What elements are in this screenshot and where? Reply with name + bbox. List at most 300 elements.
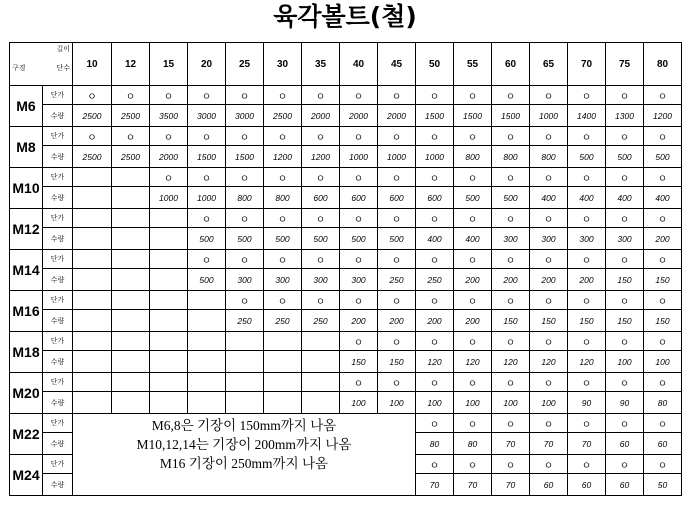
price-row bbox=[10, 414, 682, 433]
length-header: 80 bbox=[644, 43, 682, 86]
size-label: M20 bbox=[10, 373, 43, 414]
price-label: 단가 bbox=[43, 455, 73, 474]
price-mark: ㅇ bbox=[302, 291, 340, 310]
price-mark: ㅇ bbox=[606, 414, 644, 433]
price-mark: ㅇ bbox=[416, 86, 454, 105]
qty-cell: 1000 bbox=[150, 187, 188, 209]
size-label: M10 bbox=[10, 168, 43, 209]
qty-cell: 80 bbox=[644, 392, 682, 414]
price-mark: ㅇ bbox=[530, 332, 568, 351]
bolt-stock-table bbox=[9, 42, 682, 496]
qty-cell: 250 bbox=[226, 310, 264, 332]
price-mark: ㅇ bbox=[188, 250, 226, 269]
qty-cell: 500 bbox=[340, 228, 378, 250]
empty-cell bbox=[188, 373, 226, 392]
empty-cell bbox=[73, 392, 112, 414]
price-label: 단가 bbox=[43, 291, 73, 310]
qty-row bbox=[10, 146, 682, 168]
qty-cell: 600 bbox=[302, 187, 340, 209]
qty-cell: 1500 bbox=[226, 146, 264, 168]
qty-cell: 300 bbox=[264, 269, 302, 291]
price-label: 단가 bbox=[43, 250, 73, 269]
qty-cell: 150 bbox=[530, 310, 568, 332]
length-header: 50 bbox=[416, 43, 454, 86]
empty-cell bbox=[150, 373, 188, 392]
price-mark: ㅇ bbox=[302, 86, 340, 105]
price-mark: ㅇ bbox=[644, 455, 682, 474]
empty-cell bbox=[112, 250, 150, 269]
length-header: 15 bbox=[150, 43, 188, 86]
empty-cell bbox=[112, 291, 150, 310]
qty-cell: 400 bbox=[530, 187, 568, 209]
price-mark: ㅇ bbox=[492, 209, 530, 228]
qty-cell: 2000 bbox=[340, 105, 378, 127]
qty-cell: 400 bbox=[644, 187, 682, 209]
empty-cell bbox=[188, 310, 226, 332]
price-mark: ㅇ bbox=[226, 86, 264, 105]
qty-cell: 100 bbox=[378, 392, 416, 414]
price-mark: ㅇ bbox=[454, 414, 492, 433]
price-mark: ㅇ bbox=[340, 168, 378, 187]
price-mark: ㅇ bbox=[454, 209, 492, 228]
price-mark: ㅇ bbox=[112, 86, 150, 105]
price-row bbox=[10, 332, 682, 351]
qty-cell: 150 bbox=[606, 310, 644, 332]
price-mark: ㅇ bbox=[340, 373, 378, 392]
empty-cell bbox=[264, 392, 302, 414]
empty-cell bbox=[112, 187, 150, 209]
qty-cell: 1000 bbox=[378, 146, 416, 168]
empty-cell bbox=[112, 269, 150, 291]
length-header: 35 bbox=[302, 43, 340, 86]
qty-cell: 1200 bbox=[644, 105, 682, 127]
length-header: 60 bbox=[492, 43, 530, 86]
price-mark: ㅇ bbox=[530, 373, 568, 392]
qty-cell: 1500 bbox=[492, 105, 530, 127]
price-mark: ㅇ bbox=[302, 127, 340, 146]
empty-cell bbox=[112, 228, 150, 250]
empty-cell bbox=[302, 373, 340, 392]
qty-label: 수량 bbox=[43, 187, 73, 209]
qty-cell: 150 bbox=[378, 351, 416, 373]
price-mark: ㅇ bbox=[530, 86, 568, 105]
price-mark: ㅇ bbox=[226, 209, 264, 228]
price-mark: ㅇ bbox=[73, 127, 112, 146]
empty-cell bbox=[112, 168, 150, 187]
price-mark: ㅇ bbox=[606, 209, 644, 228]
price-mark: ㅇ bbox=[150, 86, 188, 105]
price-mark: ㅇ bbox=[492, 414, 530, 433]
length-header: 75 bbox=[606, 43, 644, 86]
price-mark: ㅇ bbox=[492, 86, 530, 105]
qty-cell: 90 bbox=[606, 392, 644, 414]
qty-cell: 3000 bbox=[188, 105, 226, 127]
price-mark: ㅇ bbox=[454, 332, 492, 351]
qty-cell: 800 bbox=[226, 187, 264, 209]
qty-cell: 150 bbox=[606, 269, 644, 291]
qty-cell: 600 bbox=[416, 187, 454, 209]
qty-row bbox=[10, 351, 682, 373]
empty-cell bbox=[73, 228, 112, 250]
price-mark: ㅇ bbox=[530, 209, 568, 228]
price-row bbox=[10, 86, 682, 105]
empty-cell bbox=[226, 332, 264, 351]
note-line: M16 기장이 250mm까지 나옴 bbox=[159, 456, 329, 471]
qty-cell: 400 bbox=[416, 228, 454, 250]
empty-cell bbox=[188, 332, 226, 351]
length-header: 70 bbox=[568, 43, 606, 86]
empty-cell bbox=[112, 392, 150, 414]
price-label: 단가 bbox=[43, 168, 73, 187]
qty-cell: 250 bbox=[264, 310, 302, 332]
qty-cell: 1000 bbox=[530, 105, 568, 127]
qty-cell: 70 bbox=[492, 474, 530, 496]
price-mark: ㅇ bbox=[416, 414, 454, 433]
qty-cell: 800 bbox=[492, 146, 530, 168]
price-mark: ㅇ bbox=[492, 373, 530, 392]
empty-cell bbox=[112, 332, 150, 351]
empty-cell bbox=[150, 228, 188, 250]
price-mark: ㅇ bbox=[264, 209, 302, 228]
qty-label: 수량 bbox=[43, 146, 73, 168]
qty-cell: 300 bbox=[340, 269, 378, 291]
price-mark: ㅇ bbox=[340, 332, 378, 351]
price-mark: ㅇ bbox=[264, 291, 302, 310]
qty-cell: 800 bbox=[454, 146, 492, 168]
qty-cell: 500 bbox=[492, 187, 530, 209]
qty-cell: 500 bbox=[454, 187, 492, 209]
qty-row bbox=[10, 269, 682, 291]
price-mark: ㅇ bbox=[530, 455, 568, 474]
qty-cell: 2000 bbox=[150, 146, 188, 168]
qty-cell: 200 bbox=[416, 310, 454, 332]
price-row bbox=[10, 127, 682, 146]
price-mark: ㅇ bbox=[568, 291, 606, 310]
empty-cell bbox=[150, 250, 188, 269]
empty-cell bbox=[112, 209, 150, 228]
price-mark: ㅇ bbox=[606, 86, 644, 105]
price-mark: ㅇ bbox=[378, 250, 416, 269]
qty-cell: 2000 bbox=[302, 105, 340, 127]
length-header: 20 bbox=[188, 43, 226, 86]
qty-cell: 120 bbox=[530, 351, 568, 373]
qty-cell: 3500 bbox=[150, 105, 188, 127]
price-label: 단가 bbox=[43, 209, 73, 228]
price-mark: ㅇ bbox=[530, 414, 568, 433]
price-mark: ㅇ bbox=[302, 250, 340, 269]
price-mark: ㅇ bbox=[606, 291, 644, 310]
qty-cell: 60 bbox=[568, 474, 606, 496]
qty-cell: 800 bbox=[530, 146, 568, 168]
size-label: M6 bbox=[10, 86, 43, 127]
empty-cell bbox=[264, 373, 302, 392]
price-mark: ㅇ bbox=[226, 168, 264, 187]
price-mark: ㅇ bbox=[264, 86, 302, 105]
price-mark: ㅇ bbox=[454, 168, 492, 187]
price-mark: ㅇ bbox=[454, 127, 492, 146]
qty-cell: 500 bbox=[606, 146, 644, 168]
price-mark: ㅇ bbox=[644, 209, 682, 228]
size-label: M22 bbox=[10, 414, 43, 455]
qty-cell: 1500 bbox=[454, 105, 492, 127]
qty-cell: 70 bbox=[530, 433, 568, 455]
qty-cell: 100 bbox=[492, 392, 530, 414]
qty-cell: 70 bbox=[454, 474, 492, 496]
qty-cell: 600 bbox=[340, 187, 378, 209]
price-mark: ㅇ bbox=[492, 168, 530, 187]
length-header: 30 bbox=[264, 43, 302, 86]
qty-cell: 500 bbox=[378, 228, 416, 250]
qty-label: 수량 bbox=[43, 105, 73, 127]
qty-cell: 300 bbox=[226, 269, 264, 291]
qty-cell: 100 bbox=[454, 392, 492, 414]
qty-cell: 120 bbox=[568, 351, 606, 373]
price-mark: ㅇ bbox=[302, 168, 340, 187]
size-label: M14 bbox=[10, 250, 43, 291]
empty-cell bbox=[73, 310, 112, 332]
qty-cell: 1200 bbox=[302, 146, 340, 168]
empty-cell bbox=[226, 373, 264, 392]
price-mark: ㅇ bbox=[416, 250, 454, 269]
length-header: 65 bbox=[530, 43, 568, 86]
qty-cell: 100 bbox=[644, 351, 682, 373]
qty-cell: 250 bbox=[302, 310, 340, 332]
price-mark: ㅇ bbox=[568, 209, 606, 228]
qty-cell: 300 bbox=[530, 228, 568, 250]
price-mark: ㅇ bbox=[530, 127, 568, 146]
qty-cell: 200 bbox=[530, 269, 568, 291]
empty-cell bbox=[150, 291, 188, 310]
empty-cell bbox=[226, 351, 264, 373]
price-mark: ㅇ bbox=[454, 86, 492, 105]
price-mark: ㅇ bbox=[188, 168, 226, 187]
note-line: M6,8은 기장이 150mm까지 나옴 bbox=[151, 418, 337, 433]
price-mark: ㅇ bbox=[606, 455, 644, 474]
size-label: 구경 bbox=[12, 64, 26, 72]
price-mark: ㅇ bbox=[340, 127, 378, 146]
qty-cell: 500 bbox=[188, 269, 226, 291]
size-label: M24 bbox=[10, 455, 43, 496]
qty-cell: 200 bbox=[454, 269, 492, 291]
price-mark: ㅇ bbox=[492, 291, 530, 310]
price-mark: ㅇ bbox=[644, 291, 682, 310]
qty-cell: 80 bbox=[454, 433, 492, 455]
price-mark: ㅇ bbox=[378, 291, 416, 310]
qty-cell: 60 bbox=[644, 433, 682, 455]
empty-cell bbox=[188, 392, 226, 414]
qty-label: 수량 bbox=[43, 433, 73, 455]
qty-cell: 400 bbox=[454, 228, 492, 250]
length-header: 12 bbox=[112, 43, 150, 86]
qty-cell: 200 bbox=[492, 269, 530, 291]
size-label: M12 bbox=[10, 209, 43, 250]
size-label: M8 bbox=[10, 127, 43, 168]
price-mark: ㅇ bbox=[226, 291, 264, 310]
price-label: 단가 bbox=[43, 332, 73, 351]
price-mark: ㅇ bbox=[644, 86, 682, 105]
qty-cell: 2000 bbox=[378, 105, 416, 127]
empty-cell bbox=[226, 392, 264, 414]
empty-cell bbox=[112, 310, 150, 332]
price-row bbox=[10, 168, 682, 187]
qty-cell: 2500 bbox=[73, 105, 112, 127]
empty-cell bbox=[150, 351, 188, 373]
price-label: 단가 bbox=[43, 373, 73, 392]
qty-cell: 60 bbox=[606, 433, 644, 455]
price-mark: ㅇ bbox=[568, 127, 606, 146]
qty-cell: 2500 bbox=[264, 105, 302, 127]
price-mark: ㅇ bbox=[606, 373, 644, 392]
qty-cell: 1000 bbox=[188, 187, 226, 209]
price-mark: ㅇ bbox=[340, 209, 378, 228]
price-mark: ㅇ bbox=[416, 127, 454, 146]
empty-cell bbox=[73, 269, 112, 291]
price-mark: ㅇ bbox=[378, 332, 416, 351]
qty-cell: 100 bbox=[606, 351, 644, 373]
price-mark: ㅇ bbox=[264, 168, 302, 187]
price-mark: ㅇ bbox=[530, 291, 568, 310]
empty-cell bbox=[150, 392, 188, 414]
empty-cell bbox=[112, 373, 150, 392]
price-mark: ㅇ bbox=[492, 250, 530, 269]
qty-cell: 100 bbox=[340, 392, 378, 414]
qty-cell: 300 bbox=[568, 228, 606, 250]
length-header: 40 bbox=[340, 43, 378, 86]
price-mark: ㅇ bbox=[644, 332, 682, 351]
qty-cell: 100 bbox=[416, 392, 454, 414]
empty-cell bbox=[188, 351, 226, 373]
note-box bbox=[73, 414, 416, 496]
qty-cell: 250 bbox=[378, 269, 416, 291]
qty-cell: 70 bbox=[492, 433, 530, 455]
price-mark: ㅇ bbox=[568, 250, 606, 269]
qty-cell: 200 bbox=[340, 310, 378, 332]
qty-cell: 1400 bbox=[568, 105, 606, 127]
qty-cell: 150 bbox=[568, 310, 606, 332]
price-mark: ㅇ bbox=[226, 250, 264, 269]
price-mark: ㅇ bbox=[416, 373, 454, 392]
price-mark: ㅇ bbox=[644, 414, 682, 433]
qty-cell: 150 bbox=[340, 351, 378, 373]
empty-cell bbox=[150, 310, 188, 332]
qty-cell: 70 bbox=[568, 433, 606, 455]
qty-cell: 2500 bbox=[112, 105, 150, 127]
price-mark: ㅇ bbox=[112, 127, 150, 146]
qty-label: 수량 bbox=[43, 269, 73, 291]
qty-cell: 500 bbox=[188, 228, 226, 250]
qty-cell: 2500 bbox=[73, 146, 112, 168]
price-mark: ㅇ bbox=[606, 168, 644, 187]
empty-cell bbox=[150, 209, 188, 228]
size-label: M18 bbox=[10, 332, 43, 373]
price-mark: ㅇ bbox=[568, 332, 606, 351]
price-mark: ㅇ bbox=[644, 127, 682, 146]
price-mark: ㅇ bbox=[378, 373, 416, 392]
qty-cell: 1000 bbox=[340, 146, 378, 168]
qty-cell: 70 bbox=[416, 474, 454, 496]
price-mark: ㅇ bbox=[530, 168, 568, 187]
qty-cell: 1200 bbox=[264, 146, 302, 168]
price-row bbox=[10, 291, 682, 310]
qty-cell: 50 bbox=[644, 474, 682, 496]
empty-cell bbox=[264, 332, 302, 351]
price-label: 단가 bbox=[43, 127, 73, 146]
price-mark: ㅇ bbox=[454, 250, 492, 269]
qty-cell: 300 bbox=[302, 269, 340, 291]
price-mark: ㅇ bbox=[644, 250, 682, 269]
empty-cell bbox=[73, 373, 112, 392]
qty-row bbox=[10, 310, 682, 332]
price-mark: ㅇ bbox=[340, 291, 378, 310]
qty-cell: 200 bbox=[568, 269, 606, 291]
size-label: M16 bbox=[10, 291, 43, 332]
qty-cell: 600 bbox=[378, 187, 416, 209]
qty-cell: 150 bbox=[644, 310, 682, 332]
qty-cell: 150 bbox=[492, 310, 530, 332]
price-mark: ㅇ bbox=[416, 455, 454, 474]
empty-cell bbox=[73, 209, 112, 228]
price-mark: ㅇ bbox=[606, 127, 644, 146]
price-label: 단가 bbox=[43, 414, 73, 433]
empty-cell bbox=[73, 250, 112, 269]
price-mark: ㅇ bbox=[150, 127, 188, 146]
qty-cell: 3000 bbox=[226, 105, 264, 127]
price-mark: ㅇ bbox=[378, 86, 416, 105]
price-mark: ㅇ bbox=[530, 250, 568, 269]
price-mark: ㅇ bbox=[188, 86, 226, 105]
qty-cell: 150 bbox=[644, 269, 682, 291]
qty-cell: 80 bbox=[416, 433, 454, 455]
unit-label: 단수 bbox=[56, 64, 70, 72]
price-mark: ㅇ bbox=[568, 455, 606, 474]
price-label: 단가 bbox=[43, 86, 73, 105]
empty-cell bbox=[73, 332, 112, 351]
empty-cell bbox=[302, 332, 340, 351]
qty-cell: 500 bbox=[568, 146, 606, 168]
price-mark: ㅇ bbox=[378, 127, 416, 146]
price-mark: ㅇ bbox=[340, 86, 378, 105]
qty-cell: 800 bbox=[264, 187, 302, 209]
length-label: 길이 bbox=[56, 45, 70, 53]
qty-cell: 1500 bbox=[416, 105, 454, 127]
price-mark: ㅇ bbox=[644, 373, 682, 392]
price-mark: ㅇ bbox=[568, 168, 606, 187]
qty-cell: 300 bbox=[606, 228, 644, 250]
qty-cell: 1300 bbox=[606, 105, 644, 127]
price-mark: ㅇ bbox=[416, 332, 454, 351]
qty-cell: 500 bbox=[644, 146, 682, 168]
qty-label: 수량 bbox=[43, 474, 73, 496]
qty-row bbox=[10, 187, 682, 209]
qty-cell: 60 bbox=[530, 474, 568, 496]
price-mark: ㅇ bbox=[492, 127, 530, 146]
page-title: 육각볼트(철) bbox=[273, 2, 417, 31]
qty-cell: 120 bbox=[492, 351, 530, 373]
price-mark: ㅇ bbox=[454, 373, 492, 392]
empty-cell bbox=[73, 187, 112, 209]
price-mark: ㅇ bbox=[416, 209, 454, 228]
price-mark: ㅇ bbox=[378, 209, 416, 228]
empty-cell bbox=[188, 291, 226, 310]
price-mark: ㅇ bbox=[188, 209, 226, 228]
qty-cell: 120 bbox=[416, 351, 454, 373]
empty-cell bbox=[73, 168, 112, 187]
empty-cell bbox=[264, 351, 302, 373]
qty-row bbox=[10, 392, 682, 414]
qty-row bbox=[10, 228, 682, 250]
empty-cell bbox=[112, 351, 150, 373]
price-mark: ㅇ bbox=[150, 168, 188, 187]
